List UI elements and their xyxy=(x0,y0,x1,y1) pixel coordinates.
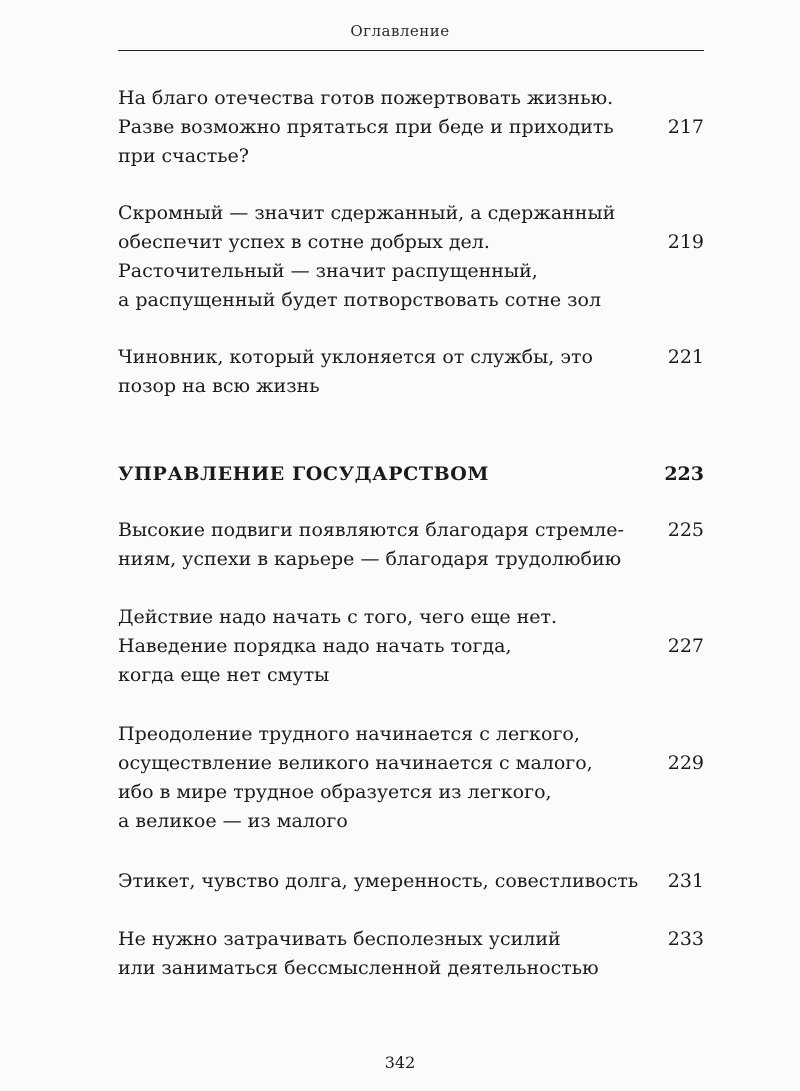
toc-entry-page: 227 xyxy=(667,635,704,657)
toc-entry-line: Этикет, чувство долга, умеренность, совестливость xyxy=(118,870,639,892)
toc-entry-title xyxy=(118,199,638,315)
header-rule xyxy=(118,50,704,51)
toc-entry-line: На благо отечества готов пожертвовать жизнью. xyxy=(118,87,614,109)
toc-entry-page: 231 xyxy=(667,870,704,892)
page-number: 342 xyxy=(384,1053,416,1072)
toc-entry-line: Высокие подвиги появляются благодаря стремле- xyxy=(118,519,624,541)
toc-entry-line: а распущенный будет потворствовать сотне зол xyxy=(118,289,602,311)
toc-entry xyxy=(118,516,704,574)
toc-entry-line: Чиновник, который уклоняется от службы, это xyxy=(118,346,593,368)
toc-entry-line: при счастье? xyxy=(118,145,249,167)
toc-entry-line: Наведение порядка надо начать тогда, xyxy=(118,635,512,657)
toc-entry xyxy=(118,720,704,836)
toc-entry xyxy=(118,603,704,690)
toc-entry-page: 233 xyxy=(667,928,704,950)
toc-entry-line: Действие надо начать с того, чего еще нет. xyxy=(118,606,558,628)
toc-entry-line: Разве возможно прятаться при беде и приходить xyxy=(118,116,614,138)
toc-entry-title xyxy=(118,603,638,690)
toc-entry-page: 225 xyxy=(667,519,704,541)
toc-entry-line: Не нужно затрачивать бесполезных усилий xyxy=(118,928,561,950)
toc-entry-page: 229 xyxy=(667,752,704,774)
toc-entry-line: Расточительный — значит распущенный, xyxy=(118,260,538,282)
toc-entry-line: позор на всю жизнь xyxy=(118,375,320,397)
toc-entry-title xyxy=(118,720,638,836)
running-head-title: Оглавление xyxy=(350,22,450,40)
toc-entry xyxy=(118,199,704,315)
toc-entry-line: обеспечит успех в сотне добрых дел. xyxy=(118,231,490,253)
toc-entry-title xyxy=(118,343,638,401)
toc-entry-title xyxy=(118,925,638,983)
toc-entry-title xyxy=(118,867,638,896)
section-heading xyxy=(118,460,704,489)
toc-entry xyxy=(118,867,704,896)
section-page: 223 xyxy=(664,463,704,485)
toc-entry-line: Скромный — значит сдержанный, а сдержанный xyxy=(118,202,616,224)
toc-entry-page: 219 xyxy=(667,231,704,253)
toc-entry-line: ибо в мире трудное образуется из легкого, xyxy=(118,781,552,803)
toc-entry-line: осуществление великого начинается с малого, xyxy=(118,752,593,774)
toc-entry xyxy=(118,343,704,401)
toc-entry-title xyxy=(118,84,638,171)
section-title: УПРАВЛЕНИЕ ГОСУДАРСТВОМ xyxy=(118,463,490,485)
toc-entry-page: 217 xyxy=(667,116,704,138)
toc-entry xyxy=(118,925,704,983)
toc-entry-line: или заниматься бессмысленной деятельностью xyxy=(118,957,599,979)
toc-entry-page: 221 xyxy=(667,346,704,368)
toc-entry-line: Преодоление трудного начинается с легкого, xyxy=(118,723,580,745)
toc-entry-line: а великое — из малого xyxy=(118,810,348,832)
toc-entry-line: ниям, успехи в карьере — благодаря трудолюбию xyxy=(118,548,622,570)
toc-entry xyxy=(118,84,704,171)
toc-entry-line: когда еще нет смуты xyxy=(118,664,330,686)
toc-entry-title xyxy=(118,516,638,574)
